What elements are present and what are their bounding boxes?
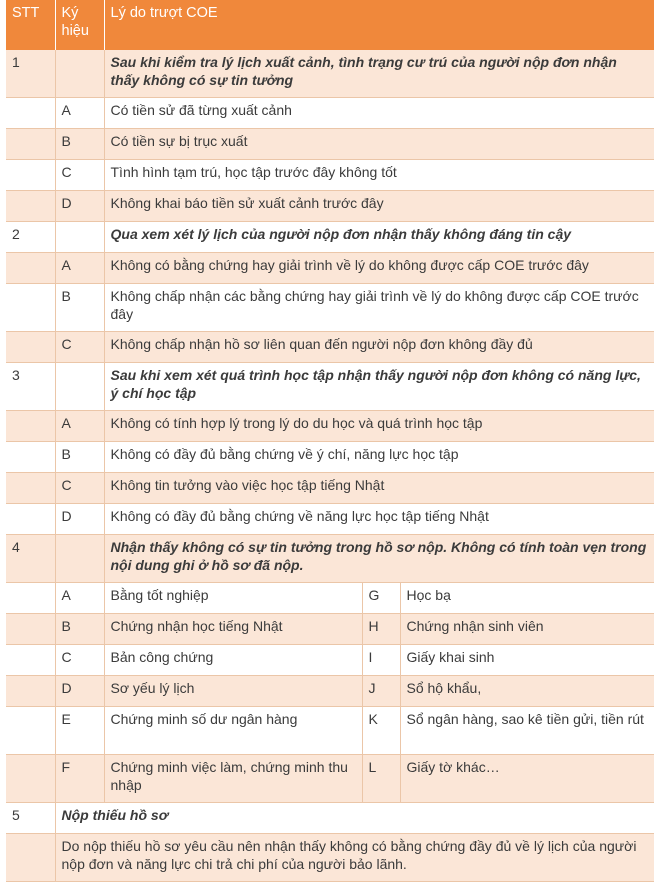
document-code-cell: J: [362, 676, 400, 707]
reason-cell: Không có tính hợp lý trong lý do du học và quá trình học tập: [104, 411, 654, 442]
document-name-cell: Học bạ: [400, 583, 654, 614]
stt-cell: [6, 98, 55, 129]
document-row: [6, 645, 654, 676]
stt-cell: 5: [6, 803, 55, 834]
document-code-cell: L: [362, 755, 400, 803]
document-row: [6, 676, 654, 707]
reason-cell: Có tiền sự bị trục xuất: [104, 129, 654, 160]
stt-cell: [6, 332, 55, 363]
document-code-cell: H: [362, 614, 400, 645]
ky-hieu-cell: B: [55, 284, 104, 332]
ky-hieu-cell: [55, 222, 104, 253]
stt-cell: 2: [6, 222, 55, 253]
reason-cell: Không có đầy đủ bằng chứng về ý chí, năng lực học tập: [104, 442, 654, 473]
section-row: [6, 363, 654, 411]
stt-cell: [6, 160, 55, 191]
table-row: [6, 253, 654, 284]
stt-cell: [6, 411, 55, 442]
reason-cell: Nộp thiếu hồ sơ: [55, 803, 654, 834]
reason-cell: Có tiền sử đã từng xuất cảnh: [104, 98, 654, 129]
stt-cell: [6, 253, 55, 284]
document-name-cell: Chứng minh việc làm, chứng minh thu nhập: [104, 755, 362, 803]
table-row: [6, 98, 654, 129]
document-row: [6, 707, 654, 755]
document-code-cell: A: [55, 583, 104, 614]
document-row: [6, 614, 654, 645]
ky-hieu-cell: B: [55, 442, 104, 473]
ky-hieu-cell: A: [55, 98, 104, 129]
table-row: [6, 411, 654, 442]
document-code-cell: E: [55, 707, 104, 755]
reason-cell: Tình hình tạm trú, học tập trước đây không tốt: [104, 160, 654, 191]
reason-cell: Không có bằng chứng hay giải trình về lý do không được cấp COE trước đây: [104, 253, 654, 284]
ky-hieu-cell: D: [55, 191, 104, 222]
ky-hieu-cell: [55, 535, 104, 583]
stt-cell: [6, 129, 55, 160]
stt-cell: [6, 442, 55, 473]
table-row: [6, 504, 654, 535]
header-ky-hieu: Ký hiệu: [55, 0, 104, 50]
ky-hieu-cell: [55, 50, 104, 98]
table-header-row: [6, 0, 654, 50]
stt-cell: [6, 707, 55, 755]
stt-cell: 4: [6, 535, 55, 583]
document-name-cell: Bằng tốt nghiệp: [104, 583, 362, 614]
header-ly-do: Lý do trượt COE: [104, 0, 654, 50]
section-row: [6, 803, 654, 834]
reason-cell: Sau khi xem xét quá trình học tập nhận thấy người nộp đơn không có năng lực, ý chí học tập: [104, 363, 654, 411]
document-name-cell: Sơ yếu lý lịch: [104, 676, 362, 707]
table-row: [6, 473, 654, 504]
stt-cell: [6, 676, 55, 707]
table-row: [6, 191, 654, 222]
table-row: [6, 442, 654, 473]
document-row: [6, 583, 654, 614]
document-code-cell: C: [55, 645, 104, 676]
table-row: [6, 160, 654, 191]
ky-hieu-cell: D: [55, 504, 104, 535]
document-code-cell: B: [55, 614, 104, 645]
section-row: [6, 222, 654, 253]
document-code-cell: D: [55, 676, 104, 707]
ky-hieu-cell: B: [55, 129, 104, 160]
reason-cell: Nhận thấy không có sự tin tưởng trong hồ sơ nộp. Không có tính toàn vẹn trong nội dung ghi ở hồ sơ đã nộp.: [104, 535, 654, 583]
document-name-cell: Chứng nhận sinh viên: [400, 614, 654, 645]
reason-cell: Qua xem xét lý lịch của người nộp đơn nhận thấy không đáng tin cậy: [104, 222, 654, 253]
section-row: [6, 50, 654, 98]
table-row: [6, 332, 654, 363]
stt-cell: [6, 645, 55, 676]
stt-cell: [6, 755, 55, 803]
stt-cell: [6, 834, 55, 882]
coe-rejection-table: [6, 0, 654, 882]
table-row: [6, 834, 654, 882]
reason-cell: Không có đầy đủ bằng chứng về năng lực học tập tiếng Nhật: [104, 504, 654, 535]
stt-cell: [6, 504, 55, 535]
reason-cell: Không chấp nhận hồ sơ liên quan đến người nộp đơn không đầy đủ: [104, 332, 654, 363]
reason-cell: Do nộp thiếu hồ sơ yêu cầu nên nhận thấy không có bằng chứng đầy đủ về lý lịch của người nộp đơn và năng lực chi trả chi phí của người bảo lãnh.: [55, 834, 654, 882]
header-stt: STT: [6, 0, 55, 50]
section-row: [6, 535, 654, 583]
stt-cell: 3: [6, 363, 55, 411]
ky-hieu-cell: C: [55, 473, 104, 504]
ky-hieu-cell: A: [55, 253, 104, 284]
stt-cell: [6, 191, 55, 222]
ky-hieu-cell: [55, 363, 104, 411]
document-name-cell: Sổ ngân hàng, sao kê tiền gửi, tiền rút: [400, 707, 654, 755]
reason-cell: Sau khi kiểm tra lý lịch xuất cảnh, tình trạng cư trú của người nộp đơn nhận thấy không có sự tin tưởng: [104, 50, 654, 98]
reason-cell: Không tin tưởng vào việc học tập tiếng Nhật: [104, 473, 654, 504]
document-code-cell: G: [362, 583, 400, 614]
ky-hieu-cell: C: [55, 160, 104, 191]
stt-cell: [6, 614, 55, 645]
document-code-cell: I: [362, 645, 400, 676]
document-name-cell: Chứng minh số dư ngân hàng: [104, 707, 362, 755]
stt-cell: [6, 583, 55, 614]
ky-hieu-cell: A: [55, 411, 104, 442]
document-name-cell: Giấy tờ khác…: [400, 755, 654, 803]
document-name-cell: Sổ hộ khẩu,: [400, 676, 654, 707]
document-name-cell: Giấy khai sinh: [400, 645, 654, 676]
stt-cell: [6, 473, 55, 504]
document-code-cell: K: [362, 707, 400, 755]
stt-cell: [6, 284, 55, 332]
document-name-cell: Bản công chứng: [104, 645, 362, 676]
ky-hieu-cell: C: [55, 332, 104, 363]
document-row: [6, 755, 654, 803]
table-row: [6, 284, 654, 332]
reason-cell: Không chấp nhận các bằng chứng hay giải trình về lý do không được cấp COE trước đây: [104, 284, 654, 332]
stt-cell: 1: [6, 50, 55, 98]
reason-cell: Không khai báo tiền sử xuất cảnh trước đây: [104, 191, 654, 222]
document-name-cell: Chứng nhận học tiếng Nhật: [104, 614, 362, 645]
table-row: [6, 129, 654, 160]
document-code-cell: F: [55, 755, 104, 803]
